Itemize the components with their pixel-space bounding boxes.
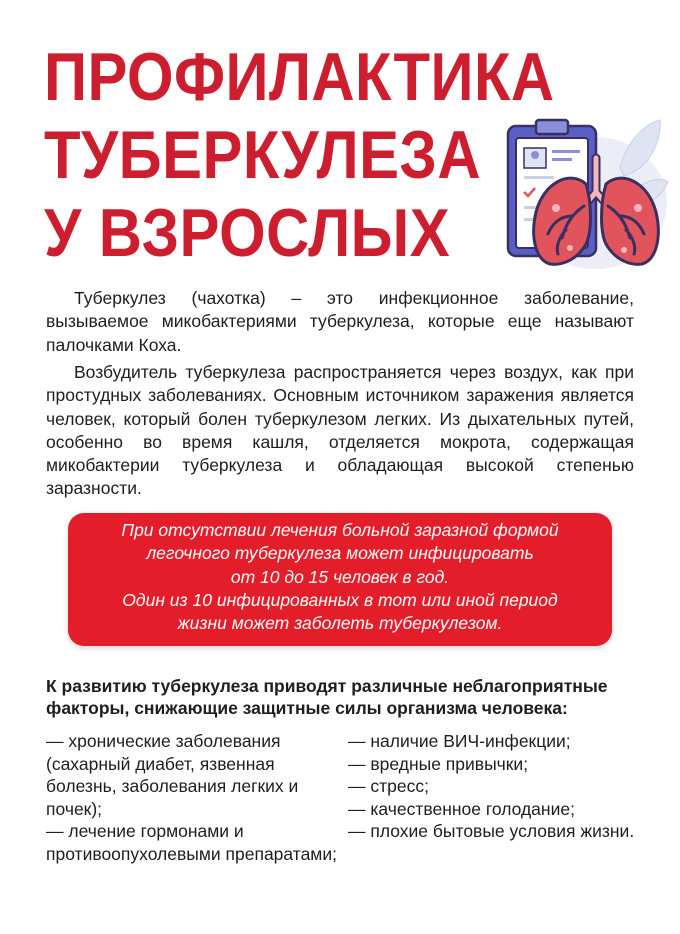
- factors-list-left: [46, 730, 338, 865]
- factors-heading: [46, 675, 646, 719]
- page-title: [44, 38, 555, 272]
- list-item: — плохие бытовые условия жизни.: [348, 821, 635, 841]
- alert-line: жизни может заболеть туберкулезом.: [177, 613, 503, 634]
- person-icon: [531, 151, 539, 159]
- text-line: [552, 158, 572, 161]
- alert-line: При отсутствии лечения больной заразной формой: [121, 520, 559, 540]
- list-item: — лечение гормонами и противоопухолевыми препаратами;: [46, 821, 337, 864]
- list-item: — вредные привычки;: [348, 753, 529, 774]
- title-line: ПРОФИЛАКТИКА: [44, 39, 555, 115]
- intro-paragraph: Туберкулез (чахотка) – это инфекционное заболевание, вызываемое микобактериями туберкулеза, которые еще называют палочками Коха.: [46, 288, 634, 355]
- text-line: [552, 150, 580, 153]
- intro-paragraph: Возбудитель туберкулеза распространяется через воздух, как при простудных заболеваниях. Основным источником заражения является человек, который болен туберкулезом легких. Из дыхательных путей, особенно во время кашля, отделяется мокрота, содержащая микобактерии туберкулеза и обладающая высокой степенью заразности.: [46, 362, 634, 499]
- alert-text: [68, 513, 612, 635]
- alert-box: [68, 513, 612, 646]
- factors-heading-line: факторы, снижающие защитные силы организма человека:: [46, 698, 568, 718]
- alert-line: Один из 10 инфицированных в тот или иной период: [122, 589, 558, 610]
- lungs-clipboard-icon: [500, 108, 670, 278]
- clipboard-clip: [536, 120, 568, 134]
- list-item: — наличие ВИЧ-инфекции;: [348, 731, 571, 751]
- alert-line: легочного туберкулеза может инфицировать: [146, 543, 534, 564]
- list-item: — стресс;: [348, 776, 429, 796]
- text-line: [524, 176, 554, 179]
- alert-line: от 10 до 15 человек в год.: [230, 566, 450, 587]
- title-line: У ВЗРОСЛЫХ: [44, 195, 451, 271]
- list-item: — качественное голодание;: [348, 798, 575, 819]
- factors-heading-line: К развитию туберкулеза приводят различные неблагоприятные: [46, 676, 608, 696]
- list-item: — хронические заболевания (сахарный диабет, язвенная болезнь, заболевания легких и почек);: [46, 731, 299, 819]
- title-line: ТУБЕРКУЛЕЗА: [44, 117, 482, 193]
- factors-list-right: [348, 730, 648, 843]
